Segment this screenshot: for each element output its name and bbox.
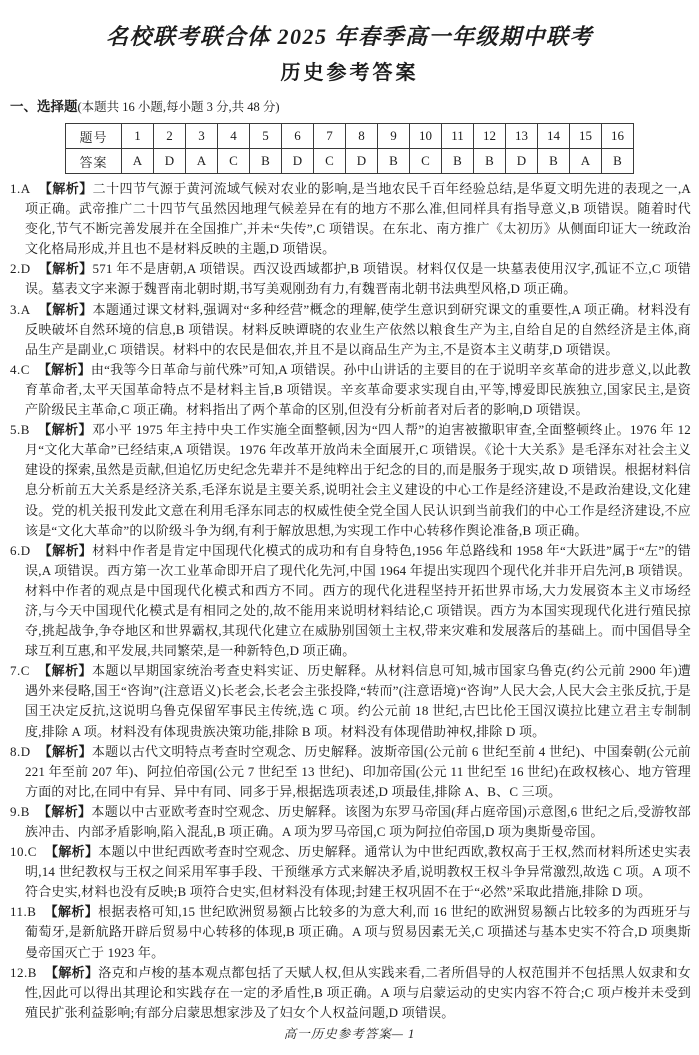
explanation-number-answer: 11.B: [10, 904, 37, 920]
question-number-cell: 7: [314, 124, 346, 149]
explanation-text: 本题通过课文材料,强调对“多种经营”概念的理解,使学生意识到研究课文的重要性,A 项正确。材料没有反映破坏自然环境的信息,B 项错误。材料反映谭晓的农业生产依然以粮食生产为主,自给自足的自然经济是主体,商品生产是副业,C 项错误。材料中的农民是佃农,并且不是以商品生产为主,不是资本主义萌芽,D 项错误。: [25, 301, 691, 357]
answer-cell: D: [154, 149, 186, 174]
page-footer: 高一历史参考答案— 1: [283, 1027, 416, 1041]
explanation-text: 洛克和卢梭的基本观点都包括了天赋人权,但从实践来看,二者所倡导的人权范围并不包括黑人奴隶和女性,因此可以得出其理论和实践存在一定的矛盾性,B 项正确。A 项与启蒙运动的史实内容不符合;C 项卢梭并未受到殖民扩张利益影响;有部分启蒙思想家涉及了妇女个人权益问题,D 项错误。: [25, 964, 691, 1020]
explanation-text: 由“我等今日革命与前代殊”可知,A 项错误。孙中山讲话的主要目的在于说明辛亥革命的进步意义,以此教育革命者,太平天国革命特点不是材料主旨,B 项错误。辛亥革命要求实现自由,平等,博爱即民族独立,国家民主,是资产阶级民主革命,C 项正确。材料指出了两个革命的区别,但没有分析前者对后者的影响,D 项错误。: [25, 361, 691, 418]
explanation-number-answer: 4.C: [10, 361, 30, 377]
question-number-cell: 13: [506, 124, 538, 149]
explanation-text: 根据表格可知,15 世纪欧洲贸易额占比较多的为意大利,而 16 世纪的欧洲贸易额占比较多的为西班牙与葡萄牙,是新航路开辟后贸易中心转移的体现,B 项正确。A 项与贸易因素无关,C 项描述与基本史实不符合,D 项奥斯曼帝国灭亡于 1923 年。: [25, 904, 691, 960]
question-number-cell: 8: [346, 124, 378, 149]
answer-cell: B: [474, 149, 506, 174]
question-number-cell: 1: [122, 124, 154, 149]
explanation-text: 本题以早期国家统治考查史料实证、历史解释。从材料信息可知,城市国家乌鲁克(约公元前 2900 年)遭遇外来侵略,国王“咨询”(注意语义)长老会,长老会主张投降,“转而”(注意语境)“咨询”人民大会,人民大会主张反抗,于是国王决定反抗,这说明乌鲁克保留军事民主传统,选 C 项。约公元前 18 世纪,古巴比伦王国汉谟拉比建立君主专制制度,排除 A 项。材料没有体现贵族决策功能,排除 B 项。材料没有体现借助神权,排除 D 项。: [25, 663, 691, 739]
explanation-number-answer: 10.C: [10, 844, 37, 860]
answer-table: [65, 123, 634, 174]
explanation-number-answer: 12.B: [10, 964, 37, 980]
explanation-number-answer: 5.B: [10, 422, 30, 438]
section-heading: [10, 99, 699, 115]
question-number-header: 题号: [66, 124, 122, 149]
explanation-item: [10, 802, 691, 842]
explanation-number-answer: 9.B: [10, 803, 30, 819]
jiexi-label: 【解析】: [37, 422, 92, 438]
question-number-cell: 3: [186, 124, 218, 149]
jiexi-label: 【解析】: [37, 361, 91, 377]
question-number-cell: 16: [602, 124, 634, 149]
answer-cell: D: [506, 149, 538, 174]
explanation-item: [10, 742, 691, 802]
answer-cell: B: [602, 149, 634, 174]
explanation-item: [10, 963, 691, 1023]
explanation-text: 本题以中古亚欧考查时空观念、历史解释。该图为东罗马帝国(拜占庭帝国)示意图,6 世纪之后,受游牧部族冲击、内部矛盾影响,陷入混乱,B 项正确。A 项为罗马帝国,C 项为阿拉伯帝国,D 项为奥斯曼帝国。: [25, 803, 691, 839]
jiexi-label: 【解析】: [44, 964, 99, 980]
answer-cell: A: [186, 149, 218, 174]
explanation-text: 邓小平 1975 年主持中央工作实施全面整顿,因为“四人帮”的迫害被撤职审查,全面整顿终止。1976 年 12 月“文化大革命”已经结束,A 项错误。1976 年改革开放尚未全面展开,C 项错误。《论十大关系》是毛泽东对社会主义建设的探索,虽然是贡献,但追忆历史纪念先辈并不是纯粹出于纪念的目的,而是服务于现实,故 D 项错误。根据材料信息分析前五大关系是经济关系,毛泽东说是主要关系,说明社会主义建设的中心工作是经济建设,不是政治建设,文化建设。党的机关报刊发此文意在利用毛泽东同志的权威性使全党全国人民认识到当前我们的中心工作是经济建设,不应该是“文化大革命”的以阶级斗争为纲,有利于解放思想,为实现工作中心转移作舆论准备,B 项正确。: [25, 422, 691, 538]
explanation-number-answer: 2.D: [10, 261, 31, 277]
exam-title: 名校联考联合体 2025 年春季高一年级期中联考: [105, 24, 593, 49]
explanation-item: [10, 661, 691, 741]
question-number-cell: 9: [378, 124, 410, 149]
answer-cell: C: [218, 149, 250, 174]
answer-key-subtitle: 历史参考答案: [280, 62, 419, 84]
explanation-item: [10, 360, 691, 420]
explanation-number-answer: 1.A: [10, 181, 31, 196]
answer-row: [66, 149, 634, 174]
question-number-cell: 11: [442, 124, 474, 149]
explanation-item: [10, 179, 691, 259]
explanation-item: [10, 541, 691, 662]
answer-cell: A: [570, 149, 602, 174]
answer-cell: B: [250, 149, 282, 174]
explanations-list: [0, 179, 691, 1023]
jiexi-label: 【解析】: [38, 743, 92, 759]
answer-cell: B: [442, 149, 474, 174]
explanation-item: [10, 902, 691, 962]
answer-cell: C: [314, 149, 346, 174]
jiexi-label: 【解析】: [37, 663, 93, 679]
question-number-cell: 6: [282, 124, 314, 149]
jiexi-label: 【解析】: [44, 844, 99, 860]
jiexi-label: 【解析】: [37, 803, 92, 819]
answer-cell: A: [122, 149, 154, 174]
jiexi-label: 【解析】: [38, 261, 93, 277]
answer-cell: D: [282, 149, 314, 174]
explanation-number-answer: 7.C: [10, 663, 30, 679]
jiexi-label: 【解析】: [38, 301, 93, 317]
explanation-item: [10, 842, 691, 902]
explanation-item: [10, 420, 691, 541]
explanation-item: [10, 259, 691, 299]
question-number-cell: 2: [154, 124, 186, 149]
explanation-text: 二十四节气源于黄河流域气候对农业的影响,是当地农民千百年经验总结,是华夏文明先进的表现之一,A 项正确。武帝推广二十四节气虽然因地理气候差异在有的地方不那么准,但同样具有指导意义,B 项错误。随着时代变化,节气不断完善发展并在全国推广,并未“失传”,C 项错误。在东北、南方推广《太初历》从侧面印证大一统政治文化格局形成,并且也不是材料反映的主题,D 项错误。: [25, 181, 691, 257]
explanation-text: 571 年不是唐朝,A 项错误。西汉设西域都护,B 项错误。材料仅仅是一块墓表使用汉字,孤证不立,C 项错误。墓表文字来源于魏晋南北朝时期,书写美观刚劲有力,有魏晋南北朝书法典型风格,D 项正确。: [25, 261, 691, 297]
explanation-item: [10, 300, 691, 360]
question-number-cell: 15: [570, 124, 602, 149]
question-number-row: [66, 124, 634, 149]
question-number-cell: 10: [410, 124, 442, 149]
answer-cell: B: [538, 149, 570, 174]
question-number-cell: 12: [474, 124, 506, 149]
question-number-cell: 4: [218, 124, 250, 149]
explanation-text: 本题以古代文明特点考查时空观念、历史解释。波斯帝国(公元前 6 世纪至前 4 世纪)、中国秦朝(公元前 221 年至前 207 年)、阿拉伯帝国(公元 7 世纪至 13 世纪)、印加帝国(公元 11 世纪至 16 世纪)在政权核心、地方管理方面的对比,在同中有异、异中有同、同多于异,根据选项表述,D 项最佳,排除 A、B、C 三项。: [25, 743, 691, 799]
question-number-cell: 5: [250, 124, 282, 149]
jiexi-label: 【解析】: [38, 542, 93, 558]
explanation-number-answer: 6.D: [10, 542, 31, 558]
explanation-text: 本题以中世纪西欧考查时空观念、历史解释。通常认为中世纪西欧,教权高于王权,然而材料所述史实表明,14 世纪教权与王权之间采用军事手段、干预继承方式来解决矛盾,说明教权王权斗争异常激烈,故选 C 项。A 项不符合史实,材料也没有反映;B 项符合史实,但材料没有体现;封建王权巩固不在于“必然”采取此措施,排除 D 项。: [25, 844, 691, 900]
section-note: (本题共 16 小题,每小题 3 分,共 48 分): [77, 100, 280, 114]
answer-cell: D: [346, 149, 378, 174]
jiexi-label: 【解析】: [44, 904, 99, 920]
answer-cell: B: [378, 149, 410, 174]
explanation-number-answer: 8.D: [10, 743, 31, 759]
explanation-number-answer: 3.A: [10, 301, 31, 317]
question-number-cell: 14: [538, 124, 570, 149]
jiexi-label: 【解析】: [38, 181, 93, 196]
explanation-text: 材料中作者是肯定中国现代化模式的成功和有自身特色,1956 年总路线和 1958 年“大跃进”属于“左”的错误,A 项错误。西方第一次工业革命即开启了现代化先河,中国 1964 年提出实现四个现代化并非开启先河,B 项错误。材料中作者的观点是中国现代化模式和西方不同。西方的现代化进程坚持开拓世界市场,大力发展资本主义市场经济,与今天中国现代化模式是有相同之处的,故不能用来说明材料结论,C 项错误。西方为本国实现现代化进行殖民掠夺,挑起战争,争夺地区和世界霸权,其现代化建立在威胁别国领土主权,带来灾难和发展落后的基础上。而中国倡导全球互利互惠,和平发展,共同繁荣,是一种新特色,D 项正确。: [25, 542, 691, 659]
answer-cell: C: [410, 149, 442, 174]
section-title: 一、选择题: [10, 99, 78, 114]
answer-header: 答案: [66, 149, 122, 174]
